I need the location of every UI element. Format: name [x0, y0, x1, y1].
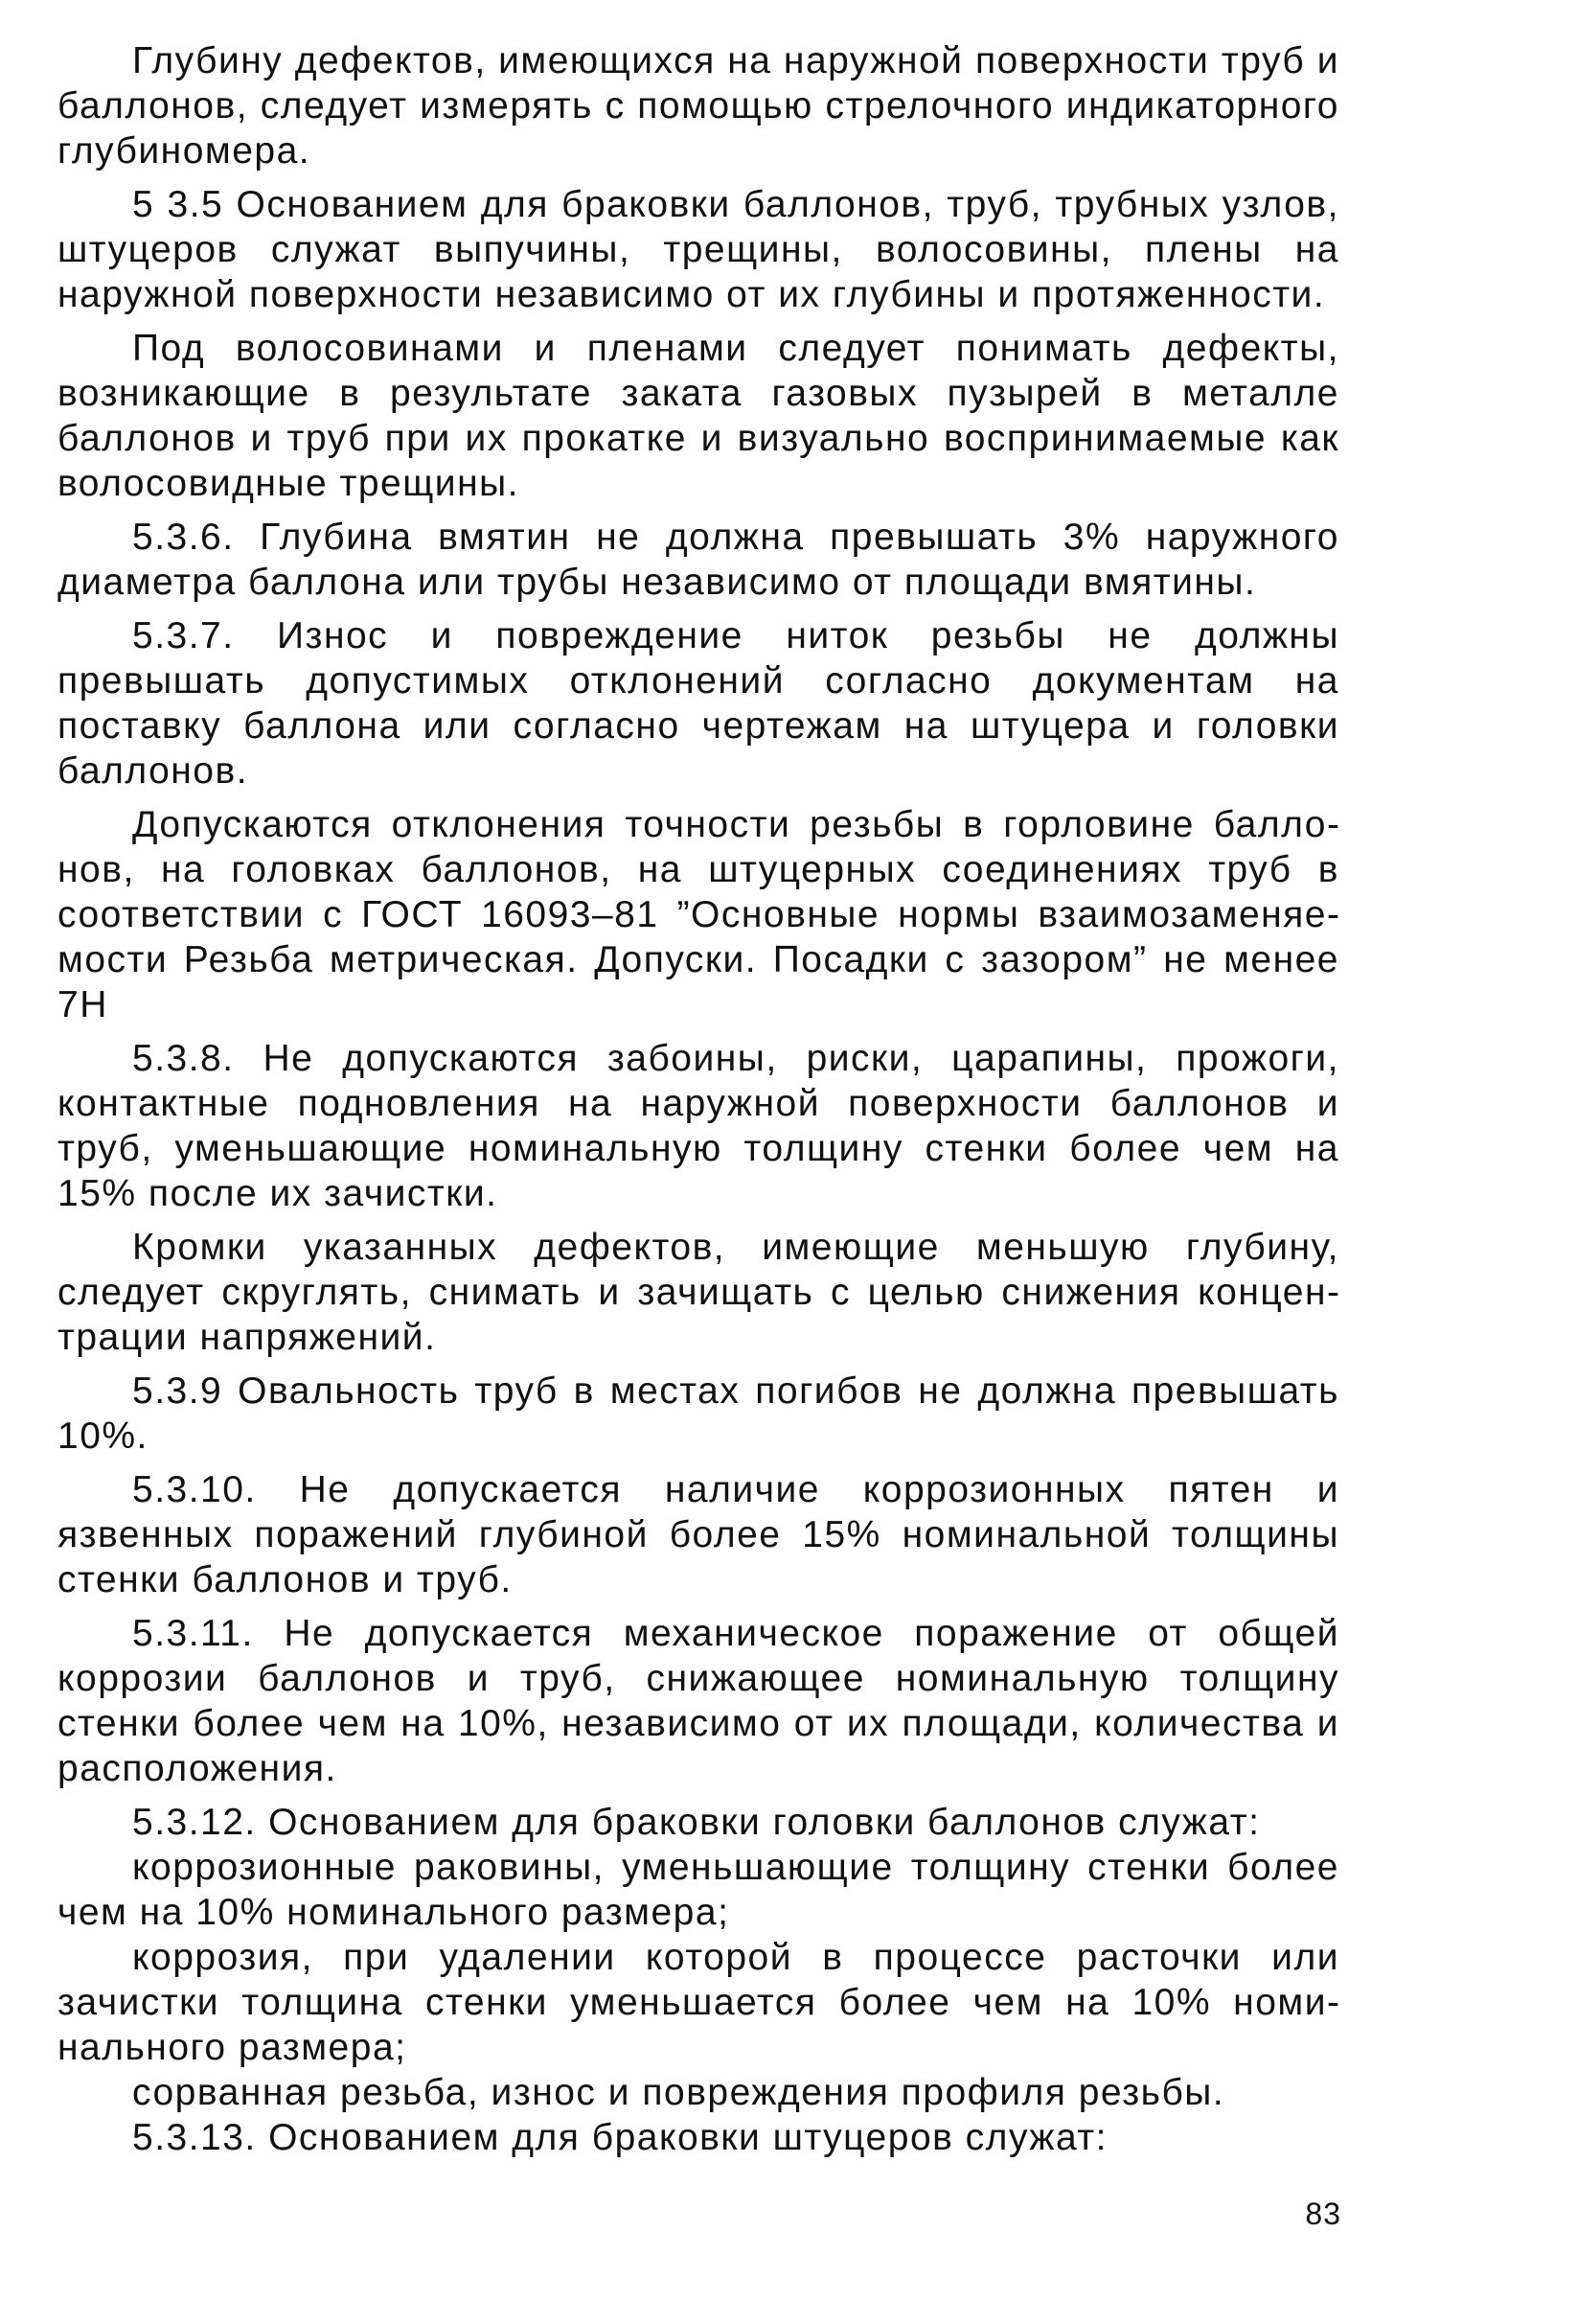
paragraph-defect-depth-measurement: Глубину дефектов, имеющихся на наружной поверхности труб и баллонов, следует измерять с помощью стрелочного индикаторного глубиномера.	[57, 40, 1339, 172]
paragraph-5-3-12: 5.3.12. Основанием для браковки головки баллонов служат:	[132, 1802, 1261, 1843]
list-item-corrosion-cavities: коррозионные раковины, уменьшающие толщину стенки более чем на 10% номинального размера;	[57, 1847, 1339, 1933]
paragraph-5-3-8: 5.3.8. Не допускаются забоины, риски, царапины, прожоги, контактные подновления на наружной поверхности баллонов и труб, уменьшающие номинальную толщину стенки более чем на 15% после их зачистки.	[57, 1038, 1339, 1214]
paragraph-5-3-5: 5 3.5 Основанием для браковки баллонов, труб, трубных узлов, штуцеров служат выпучины, трещины, волосовины, плены на наружной поверхности независимо от их глубины и протяженности.	[57, 184, 1339, 315]
list-item-corrosion-boring: коррозия, при удалении которой в процессе расточки или зачистки толщина стенки уменьшается более чем на 10% номинального размера;	[57, 1937, 1339, 2068]
paragraph-5-3-11: 5.3.11. Не допускается механическое поражение от общей коррозии баллонов и труб, снижающее номинальную толщину стенки более чем на 10%, независимо от их площади, количества и расположения.	[57, 1613, 1339, 1789]
page-number: 83	[1305, 2197, 1341, 2231]
paragraph-5-3-9: 5.3.9 Овальность труб в местах погибов не должна превышать 10%.	[57, 1370, 1339, 1457]
paragraph-thread-tolerances: Допускаются отклонения точности резьбы в горловине баллонов, на головках баллонов, на штуцерных соединениях труб в соответствии с ГОСТ 16093–81 ”Основные нормы взаимозаменяемости Резьба метрическая. Допуски. Посадки с зазором” не менее 7Н	[57, 804, 1339, 1025]
list-item-stripped-thread: сорванная резьба, износ и повреждения профиля резьбы.	[132, 2072, 1225, 2113]
paragraph-5-3-6: 5.3.6. Глубина вмятин не должна превышать 3% наружного диаметра баллона или трубы независимо от площади вмятины.	[57, 517, 1339, 603]
paragraph-defect-edges: Кромки указанных дефектов, имеющие меньшую глубину, следует скруглять, снимать и зачищать с целью снижения концентрации напряжений.	[57, 1227, 1339, 1358]
paragraph-hairlines-definition: Под волосовинами и пленами следует понимать дефекты, возникающие в результате заката газовых пузырей в металле баллонов и труб при их прокатке и визуально воспринимаемые как волосовидные трещины.	[57, 328, 1339, 504]
paragraph-5-3-7: 5.3.7. Износ и повреждение ниток резьбы не должны превышать допустимых отклонений согласно документам на поставку баллона или согласно чертежам на штуцера и головки баллонов.	[57, 615, 1339, 792]
paragraph-5-3-13: 5.3.13. Основанием для браковки штуцеров служат:	[132, 2117, 1108, 2158]
paragraph-5-3-10: 5.3.10. Не допускается наличие коррозионных пятен и язвенных поражений глубиной более 15% номинальной толщины стенки баллонов и труб.	[57, 1469, 1339, 1600]
body-text	[57, 38, 1339, 2160]
